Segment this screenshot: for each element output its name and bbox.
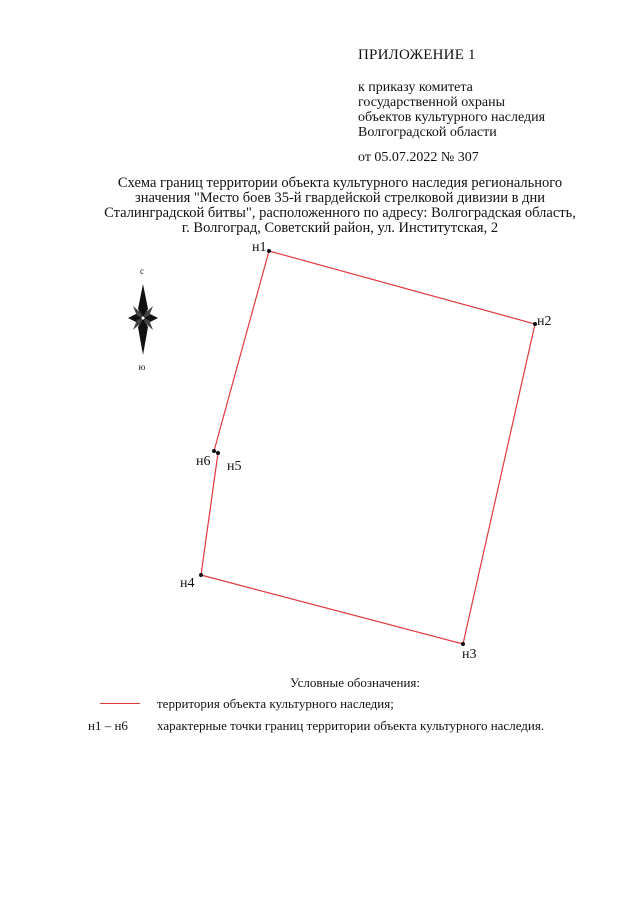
boundary-point-n3 [461, 642, 465, 646]
boundary-point-n1 [267, 249, 271, 253]
heritage-territory-boundary [201, 251, 535, 644]
order-line: Волгоградской области [358, 125, 497, 140]
scheme-title-line: значения "Место боев 35-й гвардейской стрелковой дивизии в дни [134, 190, 546, 206]
legend-points-range: н1 – н6 [88, 718, 128, 733]
boundary-point-label-n1: н1 [252, 240, 267, 255]
scheme-title-line: г. Волгоград, Советский район, ул. Институтская, 2 [181, 220, 499, 236]
order-line: государственной охраны [358, 95, 506, 110]
boundary-point-label-n4: н4 [180, 576, 195, 591]
legend-territory-text: территория объекта культурного наследия; [157, 696, 394, 711]
order-line: объектов культурного наследия [358, 110, 546, 125]
compass-south-letter: ю [138, 362, 146, 372]
order-date: от 05.07.2022 № 307 [358, 150, 479, 165]
scheme-title-line: Схема границ территории объекта культурного наследия регионального [117, 175, 563, 191]
boundary-point-n6 [212, 449, 216, 453]
boundary-point-label-n3: н3 [462, 647, 477, 662]
compass-north-letter: с [140, 266, 144, 276]
order-line: к приказу комитета [358, 80, 473, 95]
boundary-point-label-n6: н6 [196, 454, 211, 469]
boundary-point-n4 [199, 573, 203, 577]
boundary-point-n5 [216, 451, 220, 455]
compass-icon [128, 266, 158, 372]
appendix-title: ПРИЛОЖЕНИЕ 1 [358, 47, 476, 63]
boundary-point-label-n2: н2 [537, 314, 552, 329]
legend-territory-line-sample [100, 703, 140, 704]
scheme-title-line: Сталинградской битвы", расположенного по адресу: Волгоградская область, [104, 205, 576, 221]
boundary-point-label-n5: н5 [227, 459, 242, 474]
legend-title: Условные обозначения: [290, 675, 421, 690]
boundary-points [180, 240, 552, 662]
compass-center [141, 316, 145, 320]
legend-points-text: характерные точки границ территории объекта культурного наследия. [157, 718, 545, 733]
